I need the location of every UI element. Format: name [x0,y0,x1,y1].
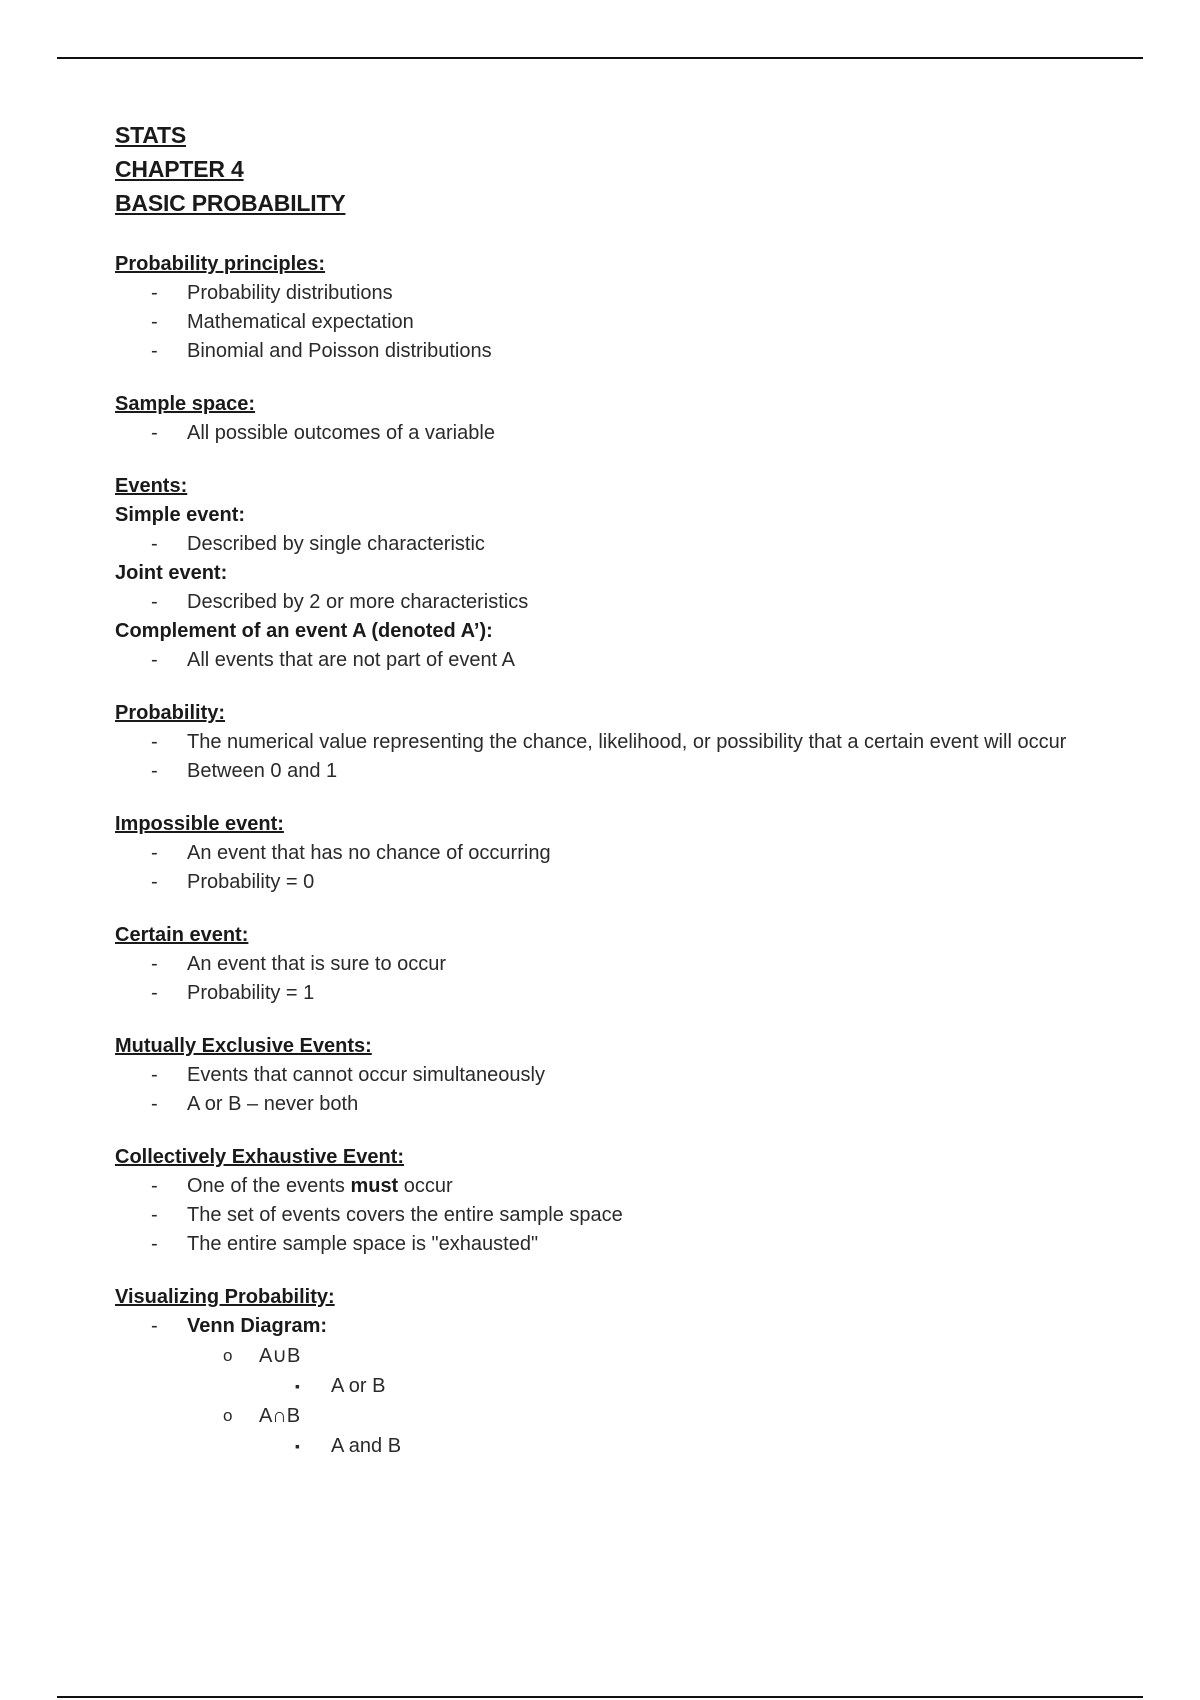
probability-heading: Probability: [115,702,226,724]
complement-event-label: Complement of an event A (denoted A’): [115,620,493,642]
section-visualizing [115,1283,1115,1461]
impossible-heading: Impossible event: [115,813,284,835]
union-item [187,1341,1115,1401]
bottom-rule [57,1696,1143,1698]
list-item: - Binomial and Poisson distributions [115,337,1115,366]
list-item [115,1312,1115,1461]
circle-bullet-icon: o [223,1406,233,1425]
section-events [115,472,1115,675]
simple-event-label: Simple event: [115,504,246,526]
list-item: - Described by single characteristic [115,530,1115,559]
section-principles [115,250,1115,366]
list-item: - The set of events covers the entire sample space [115,1201,1115,1230]
list-item: - The entire sample space is "exhausted" [115,1230,1115,1259]
intersection-meaning: A and B [331,1435,402,1457]
list-item [115,1172,1115,1201]
joint-event-label: Joint event: [115,562,228,584]
title-topic: BASIC PROBABILITY [115,190,346,216]
list-item: - Between 0 and 1 [115,757,1115,786]
intersection-meaning-item [259,1431,1115,1461]
list-item: - An event that has no chance of occurring [115,839,1115,868]
certain-heading: Certain event: [115,924,249,946]
section-impossible [115,810,1115,897]
list-item: - Mathematical expectation [115,308,1115,337]
document-body [115,118,1115,1461]
circle-bullet-icon: o [223,1346,233,1365]
section-collectively-exhaustive [115,1143,1115,1259]
item-text-end: occur [398,1175,453,1197]
list-item: - Probability = 0 [115,868,1115,897]
union-meaning-item [259,1371,1115,1401]
top-rule [57,57,1143,59]
square-bullet-icon: ▪ [295,1438,300,1454]
union-meaning: A or B [331,1375,386,1397]
mutually-exclusive-heading: Mutually Exclusive Events: [115,1035,372,1057]
item-text-start: One of the events [187,1175,351,1197]
section-certain [115,921,1115,1008]
section-probability [115,699,1115,786]
list-item: - A or B – never both [115,1090,1115,1119]
venn-diagram-label: Venn Diagram: [187,1315,328,1337]
square-bullet-icon: ▪ [295,1378,300,1394]
list-item: - All events that are not part of event A [115,646,1115,675]
union-symbol: A∪B [259,1345,301,1367]
list-item: - All possible outcomes of a variable [115,419,1115,448]
list-item: - Probability distributions [115,279,1115,308]
title-chapter: CHAPTER 4 [115,156,244,182]
intersection-symbol: A∩B [259,1405,301,1427]
title-stats: STATS [115,122,186,148]
list-item: - An event that is sure to occur [115,950,1115,979]
section-sample-space [115,390,1115,448]
intersection-item [187,1401,1115,1461]
list-item: - Events that cannot occur simultaneously [115,1061,1115,1090]
principles-heading: Probability principles: [115,253,326,275]
section-mutually-exclusive [115,1032,1115,1119]
sample-space-heading: Sample space: [115,393,256,415]
list-item: - Probability = 1 [115,979,1115,1008]
document-title [115,118,1115,220]
collectively-exhaustive-heading: Collectively Exhaustive Event: [115,1146,405,1168]
list-item: - Described by 2 or more characteristics [115,588,1115,617]
list-item: - The numerical value representing the chance, likelihood, or possibility that a certain event will occur [115,728,1115,757]
venn-sublist [187,1341,1115,1461]
events-heading: Events: [115,475,188,497]
emphasis-must: must [350,1175,399,1197]
visualizing-heading: Visualizing Probability: [115,1286,335,1308]
